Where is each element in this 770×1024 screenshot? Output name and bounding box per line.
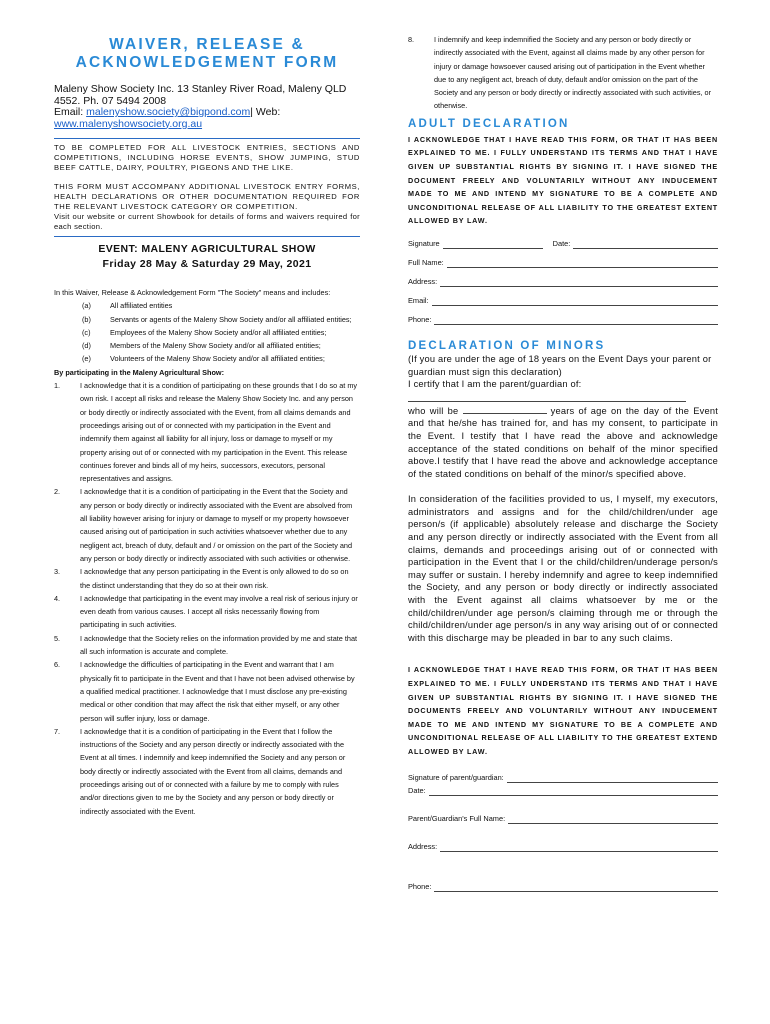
website-link[interactable]: www.malenyshowsociety.org.au [54, 117, 203, 130]
notice-livestock: TO BE COMPLETED FOR ALL LIVESTOCK ENTRIES, SECTIONS AND COMPETITIONS, INCLUDING HORSE EVENTS, SHOW JUMPING, STUD BEEF CATTLE, DAIRY, POULTRY, PIGEONS AND THE LIKE. [54, 143, 360, 172]
left-column [54, 0, 360, 818]
signature-field[interactable] [443, 240, 543, 249]
guardian-date-field[interactable] [429, 787, 718, 796]
web-label: | Web: [250, 106, 281, 118]
minors-body: who will be years of age on the day of the Event and that he/she has trained for, and has my consent, to participate in the Event. I testify that I have read the above and acknowledge acceptance of the stated conditions on behalf of the minor specified above.I testify that I have read the above and acknowledge acceptance of the stated conditions on behalf of the minor/s specified above. [408, 405, 718, 479]
clause-7: 7. I acknowledge that it is a condition of participating in the Event that I follow the instructions of the Society and any person directly or indirectly associated with the Event at all times. I indemnify and keep indemnified the Society and any person or body directly or indirectly associated with the Event from all claims, demands and proceedings arising out of or connected with a failure by me to comply with rules and/or directions given to me by the Society and any person or body directly or indirectly associated with the Event. [54, 726, 346, 816]
minor-name-field[interactable] [408, 391, 686, 402]
minors-declaration-heading: DECLARATION OF MINORS [408, 339, 606, 352]
divider [54, 236, 360, 237]
org-phone: 4552. Ph. 07 5494 2008 [54, 94, 167, 107]
email-label: Email: [54, 106, 84, 118]
clause-3: 3. I acknowledge that any person participating in the Event is only allowed to do so on the distinct understanding that they do so at their own risk. [54, 567, 349, 590]
clause-1: 1. I acknowledge that it is a condition of participating on these grounds that I do so at my own risk. I accept all risks and release the Maleny Show Society Inc. and any person or body directly or indirectly associated with the Event, from all claims demands and proceedings arising out of or connected with my participation in the Event and indemnify them against all liability for all injury, loss or damage to myself or my property arising out of or connected with my participation in the Event. This release continues forever and binds all of my heirs, successors, executors, personal representatives and assigns. [54, 381, 358, 484]
notice-accompany: THIS FORM MUST ACCOMPANY ADDITIONAL LIVESTOCK ENTRY FORMS, HEALTH DECLARATIONS OR OTHER DOCUMENTATION REQUIRED FOR THE RELEVANT LIVESTOCK CATEGORY OR COMPETITION. [54, 182, 360, 211]
participating-heading: By participating in the Maleny Agricultural Show: [54, 367, 225, 377]
form-title [54, 36, 360, 72]
clause-8: 8. I indemnify and keep indemnified the Society and any person or body directly or indirectly associated with the Event, against all claims made by any other person for injury or damage howsoever caused arising out of participation in the Event whether due to any negligent act, breach of duty, default and/or omission on the part of the Society and any person or body directly or indirectly associated with such activities, or otherwise. [408, 35, 712, 111]
clause-6: 6. I acknowledge the difficulties of participating in the Event and warrant that I am physically fit to participate in the Event and that I have not been advised otherwise by a qualified medical practitioner. I acknowledge that I must disclose any pre-existing medical or other condition that may affect the risk that either myself, or any other person will suffer injury, loss or damage. [54, 660, 355, 723]
guardian-phone-row: Phone: [408, 882, 718, 892]
adult-address-row: Address: [408, 277, 718, 287]
adult-email-row: Email: [408, 296, 718, 306]
address-field[interactable] [440, 278, 718, 287]
phone-field[interactable] [434, 316, 718, 325]
adult-declaration-heading: ADULT DECLARATION [408, 117, 570, 130]
list-item: (c) Employees of the Maleny Show Society and/or all affiliated entities; [82, 327, 327, 337]
adult-fullname-row: Full Name: [408, 258, 718, 268]
minors-acknowledgement: I ACKNOWLEDGE THAT I HAVE READ THIS FORM, OR THAT IT HAS BEEN EXPLAINED TO ME. I FULLY UNDERSTAND ITS TERMS AND THAT I HAVE GIVEN UP SUBSTANTIAL RIGHTS BY SIGNING IT. I HAVE SIGNED THE DOCUMENTS FREELY AND VOLUNTARILY WITHOUT ANY INDUCEMENT MADE TO ME AND INTEND MY SIGNATURE TO BE A COMPLETE AND UNCONDITIONAL RELEASE OF ALL LIABILITY TO THE GREATEST EXTEND ALLOWED BY LAW. [408, 665, 718, 756]
event-dates: Friday 28 May & Saturday 29 May, 2021 [102, 258, 312, 270]
event-info [54, 242, 360, 272]
clauses-list [54, 379, 360, 818]
org-address: Maleny Show Society Inc. 13 Stanley River Road, Maleny QLD [54, 83, 347, 95]
divider [54, 138, 360, 139]
clause-2: 2. I acknowledge that it is a condition of participating in the Event that the Society and any person or body directly or indirectly associated with the Event are absolved from all liability however arising for injury or damage to myself or my property howsoever caused arising out of participation in such activities whatsoever whether due to any negligent act, breach of duty, default and / or omission on the part of the Society and any person or body directly or indirectly associated with such activities or otherwise. [54, 487, 353, 563]
intro-text: In this Waiver, Release & Acknowledgement Form "The Society" means and includes: [54, 288, 331, 297]
minors-certify: I certify that I am the parent/guardian of: [408, 379, 582, 390]
list-item: (b) Servants or agents of the Maleny Show Society and/or all affiliated entities; [82, 314, 352, 324]
adult-phone-row: Phone: [408, 315, 718, 325]
clause-5: 5. I acknowledge that the Society relies on the information provided by me and state that all such information is accurate and complete. [54, 633, 358, 657]
adult-acknowledgement: I ACKNOWLEDGE THAT I HAVE READ THIS FORM, OR THAT IT HAS BEEN EXPLAINED TO ME. I FULLY UNDERSTAND ITS TERMS AND THAT I HAVE GIVEN UP SUBSTANTIAL RIGHTS BY SIGNING IT. I HAVE SIGNED THE DOCUMENT FREELY AND VOLUNTARILY WITHOUT ANY INDUCEMENT MADE TO ME AND INTEND MY SIGNATURE TO BE A COMPLETE AND UNCONDITIONAL RELEASE OF ALL LIABILITY TO THE GREATEST EXTENT ALLOWED BY LAW. [408, 134, 718, 226]
title-line-2: ACKNOWLEDGEMENT FORM [75, 54, 339, 71]
right-column [408, 33, 718, 892]
title-line-1: WAIVER, RELEASE & [109, 36, 305, 53]
includes-list [54, 299, 360, 365]
clause-4: 4. I acknowledge that participating in the event may involve a real risk of serious injury or even death from various causes. I accept all risks necessarily flowing from participating in such activities. [54, 593, 358, 630]
guardian-date-row: Date: [408, 786, 718, 796]
guardian-phone-field[interactable] [434, 883, 718, 892]
email-field[interactable] [432, 297, 718, 306]
list-item: (a) All affiliated entities [82, 301, 173, 311]
list-item: (d) Members of the Maleny Show Society and/or all affiliated entities; [82, 341, 321, 351]
contact-block [54, 84, 360, 130]
guardian-address-field[interactable] [440, 843, 718, 852]
date-field[interactable] [573, 240, 718, 249]
fullname-field[interactable] [447, 259, 718, 268]
guardian-signature-field[interactable] [507, 774, 718, 783]
list-item: (e) Volunteers of the Maleny Show Society and/or all affiliated entities; [82, 354, 325, 364]
notice-visit: Visit our website or current Showbook for details of forms and waivers required for each section. [54, 212, 360, 231]
guardian-fullname-row: Parent/Guardian's Full Name: [408, 814, 718, 824]
guardian-fullname-field[interactable] [508, 815, 718, 824]
adult-signature-row: Signature Date: [408, 239, 718, 249]
event-name: EVENT: MALENY AGRICULTURAL SHOW [98, 243, 316, 255]
guardian-signature-row: Signature of parent/guardian: [408, 773, 718, 783]
email-link[interactable]: malenyshow.society@bigpond.com [86, 106, 251, 118]
minor-age-field[interactable] [463, 404, 547, 414]
minors-consideration: In consideration of the facilities provided to us, I myself, my executors, administrators and assigns and for the child/children/under age person/s (if applicable) absolutely release and discharge the Society and any person directly or indirectly associated with the Event from all claims, demands and proceedings arising out of or connected with participation in the Event that I or the child/children/underage person/s may suffer or sustain. I hereby indemnify and agree to keep indemnified the Society, and any person or body directly or indirectly associated with the Event against all claims whatsoever by me or the child/children/under age person/s claiming through me or through the child/children/under age person/s in any way arising out of or connected with this discharge may be pleaded in bar to any such claims. [408, 494, 719, 643]
minors-intro: (If you are under the age of 18 years on the Event Days your parent or guardian must sign this declaration) [408, 353, 712, 377]
guardian-address-row: Address: [408, 842, 718, 852]
